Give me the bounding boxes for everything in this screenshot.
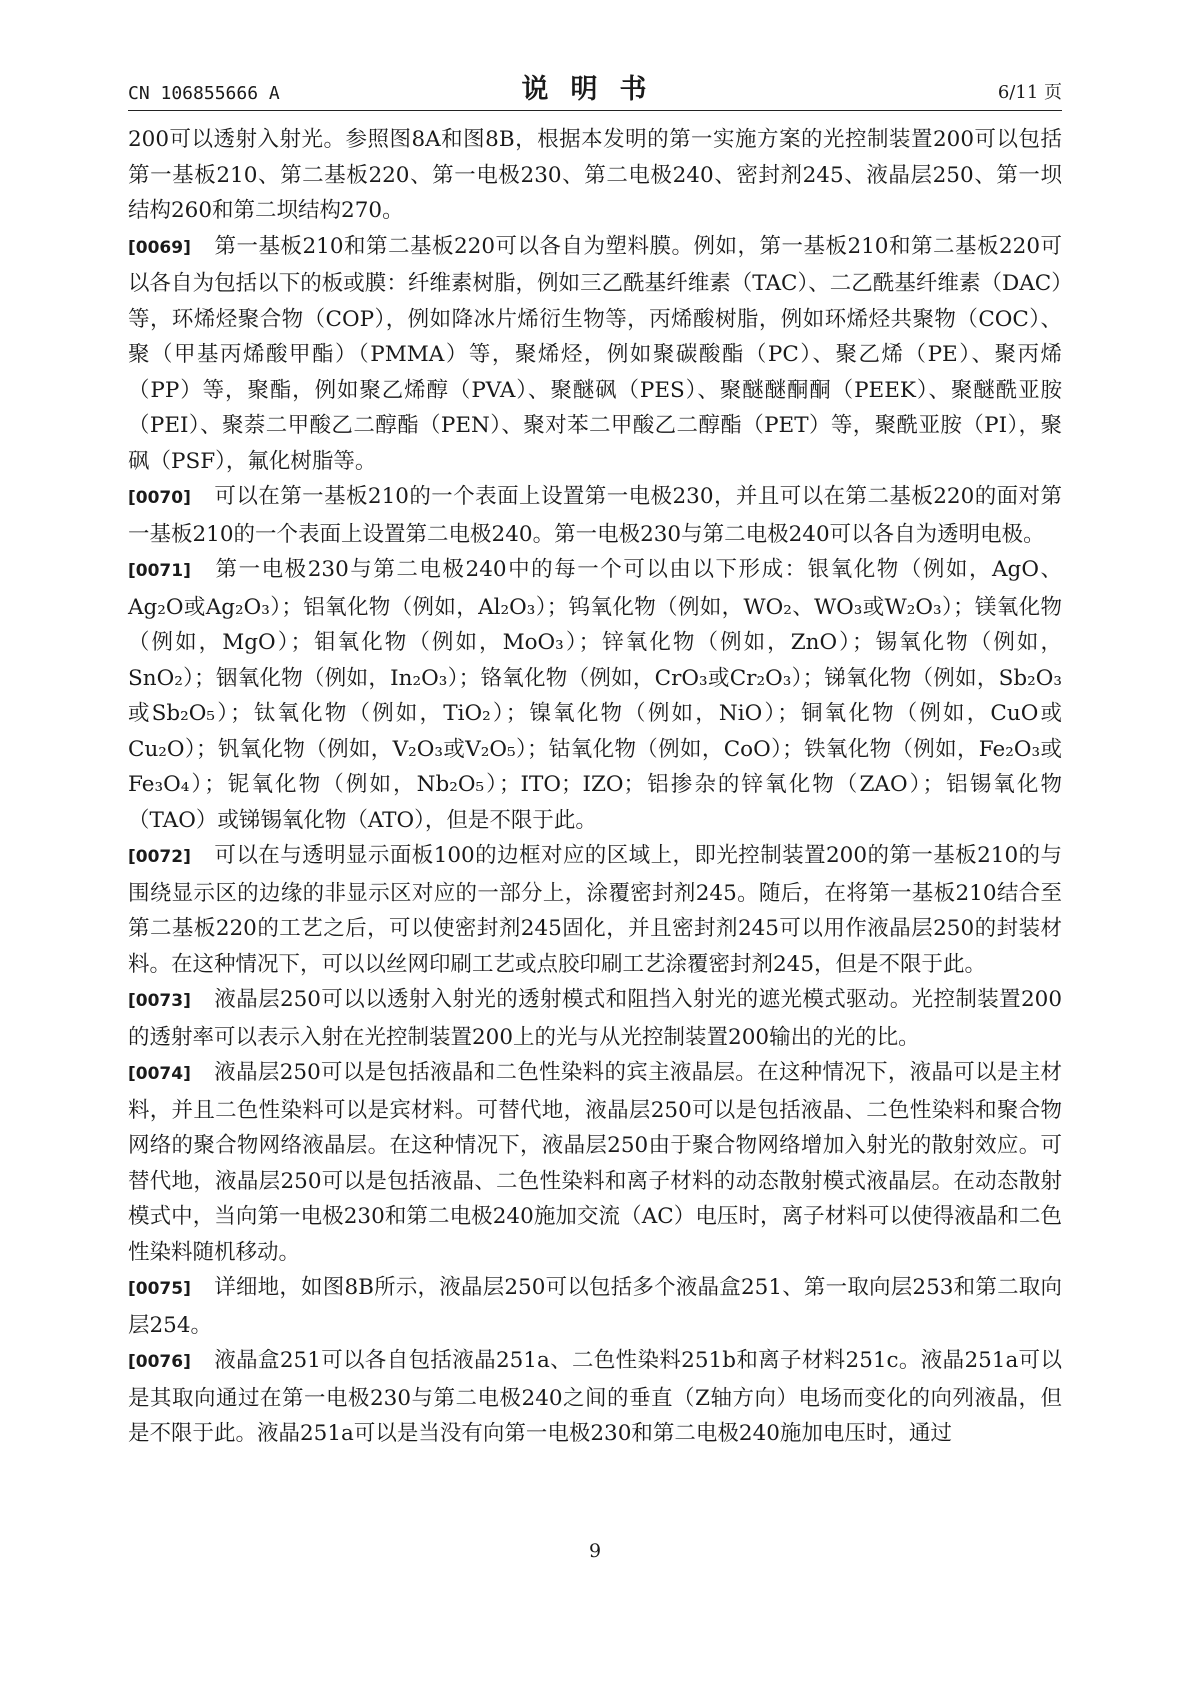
paragraph-0070	[128, 479, 1062, 552]
paragraph-text: 200可以透射入射光。参照图8A和图8B，根据本发明的第一实施方案的光控制装置200可以包括第一基板210、第二基板220、第一电极230、第二电极240、密封剂245、液晶层250、第一坝结构260和第二坝结构270。	[128, 127, 1062, 223]
paragraph-0069	[128, 229, 1062, 480]
document-title: 说明书	[521, 74, 669, 105]
paragraph-text: 第一基板210和第二基板220可以各自为塑料膜。例如，第一基板210和第二基板220可以各自为包括以下的板或膜：纤维素树脂，例如三乙酰基纤维素（TAC）、二乙酰基纤维素（DAC）等，环烯烃聚合物（COP），例如降冰片烯衍生物等，丙烯酸树脂，例如环烯烃共聚物（COC）、聚（甲基丙烯酸甲酯）（PMMA）等，聚烯烃，例如聚碳酸酯（PC）、聚乙烯（PE）、聚丙烯（PP）等，聚酯，例如聚乙烯醇（PVA）、聚醚砜（PES）、聚醚醚酮酮（PEEK）、聚醚酰亚胺（PEI）、聚萘二甲酸乙二醇酯（PEN）、聚对苯二甲酸乙二醇酯（PET）等，聚酰亚胺（PI），聚砜（PSF），氟化树脂等。	[128, 233, 1062, 474]
document-body	[128, 122, 1062, 1452]
paragraph-number: [0074]	[128, 1064, 191, 1084]
paragraph-text: 液晶层250可以是包括液晶和二色性染料的宾主液晶层。在这种情况下，液晶可以是主材料，并且二色性染料可以是宾材料。可替代地，液晶层250可以是包括液晶、二色性染料和聚合物网络的聚合物网络液晶层。在这种情况下，液晶层250由于聚合物网络增加入射光的散射效应。可替代地，液晶层250可以是包括液晶、二色性染料和离子材料的动态散射模式液晶层。在动态散射模式中，当向第一电极230和第二电极240施加交流（AC）电压时，离子材料可以使得液晶和二色性染料随机移动。	[128, 1060, 1062, 1265]
paragraph-number: [0075]	[128, 1279, 191, 1299]
paragraph-number: [0070]	[128, 488, 191, 508]
paragraph-number: [0076]	[128, 1352, 191, 1372]
paragraph-0073	[128, 982, 1062, 1055]
page-footer	[0, 1540, 1190, 1562]
paragraph-0074	[128, 1055, 1062, 1270]
paragraph-0076	[128, 1343, 1062, 1452]
paragraph-number: [0071]	[128, 561, 191, 581]
paragraph-text: 详细地，如图8B所示，液晶层250可以包括多个液晶盒251、第一取向层253和第二取向层254。	[128, 1275, 1062, 1338]
paragraph-text: 液晶层250可以以透射入射光的透射模式和阻挡入射光的遮光模式驱动。光控制装置200的透射率可以表示入射在光控制装置200上的光与从光控制装置200输出的光的比。	[128, 987, 1062, 1050]
paragraph-text: 可以在与透明显示面板100的边框对应的区域上，即光控制装置200的第一基板210的与围绕显示区的边缘的非显示区对应的一部分上，涂覆密封剂245。随后，在将第一基板210结合至第二基板220的工艺之后，可以使密封剂245固化，并且密封剂245可以用作液晶层250的封装材料。在这种情况下，可以以丝网印刷工艺或点胶印刷工艺涂覆密封剂245，但是不限于此。	[128, 843, 1062, 977]
paragraph-text: 第一电极230与第二电极240中的每一个可以由以下形成：银氧化物（例如，AgO、Ag₂O或Ag₂O₃）；铝氧化物（例如，Al₂O₃）；钨氧化物（例如，WO₂、WO₃或W₂O₃）；镁氧化物（例如，MgO）；钼氧化物（例如，MoO₃）；锌氧化物（例如，ZnO）；锡氧化物（例如，SnO₂）；铟氧化物（例如，In₂O₃）；铬氧化物（例如，CrO₃或Cr₂O₃）；锑氧化物（例如，Sb₂O₃或Sb₂O₅）；钛氧化物（例如，TiO₂）；镍氧化物（例如，NiO）；铜氧化物（例如，CuO或Cu₂O）；钒氧化物（例如，V₂O₃或V₂O₅）；钴氧化物（例如，CoO）；铁氧化物（例如，Fe₂O₃或Fe₃O₄）；铌氧化物（例如，Nb₂O₅）；ITO；IZO；铝掺杂的锌氧化物（ZAO）；铝锡氧化物（TAO）或锑锡氧化物（ATO），但是不限于此。	[128, 557, 1062, 833]
paragraph-number: [0069]	[128, 237, 191, 258]
paragraph-number: [0073]	[128, 991, 191, 1011]
page-header	[128, 66, 1062, 111]
paragraph-0075	[128, 1270, 1062, 1343]
paragraph-number: [0072]	[128, 847, 191, 867]
paragraph-text: 可以在第一基板210的一个表面上设置第一电极230，并且可以在第二基板220的面对第一基板210的一个表面上设置第二电极240。第一电极230与第二电极240可以各自为透明电极。	[128, 484, 1062, 547]
paragraph-text: 液晶盒251可以各自包括液晶251a、二色性染料251b和离子材料251c。液晶251a可以是其取向通过在第一电极230与第二电极240之间的垂直（Z轴方向）电场而变化的向列液晶，但是不限于此。液晶251a可以是当没有向第一电极230和第二电极240施加电压时，通过	[128, 1348, 1062, 1446]
paragraph-continuation	[128, 122, 1062, 229]
patent-number: CN 106855666 A	[128, 83, 280, 104]
page-indicator: 6/11 页	[997, 82, 1062, 103]
page-number: 9	[588, 1540, 602, 1562]
paragraph-0072	[128, 838, 1062, 982]
paragraph-0071	[128, 552, 1062, 838]
